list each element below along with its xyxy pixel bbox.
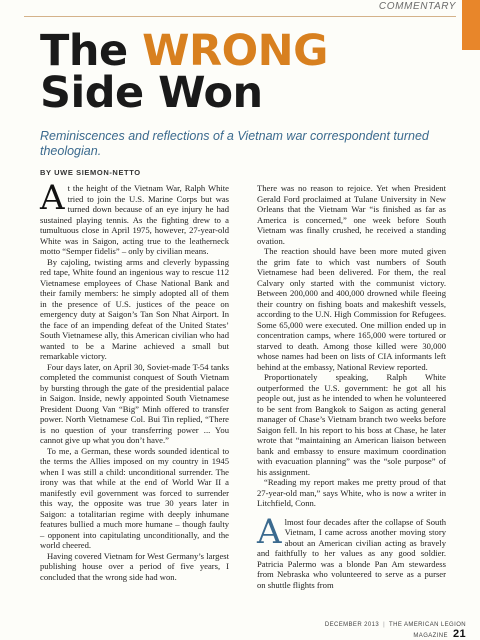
section-label: COMMENTARY: [378, 1, 456, 12]
page-footer: [300, 622, 466, 640]
paragraph-text: lmost four decades after the collapse of South Vietnam, I came across another moving story about an American civilian acting as bravely and faithfully to her values as any good soldier. Patricia Palermo was a blonde Pan Am stewardess from Nebraska who volunteered to serve as a purser on shuttle flights from: [257, 516, 446, 590]
column-left: [40, 178, 229, 582]
footer-separator: |: [383, 622, 386, 628]
paragraph: Four days later, on April 30, Soviet-made T-54 tanks completed the communist conquest of South Vietnam by bursting through the gate of the presidential palace in Saigon. Inside, newly appointed South Vietnamese President Duong Van “Big” Minh offered to transfer power. North Vietnamese Col. Bui Tin replied, “There is no question of your transferring power ... You cannot give up what you don’t have.”: [40, 361, 229, 445]
corner-color-block: [462, 0, 480, 50]
byline: BY UWE SIEMON-NETTO: [40, 168, 141, 177]
paragraph: The reaction should have been more muted given the grim fate to which vast numbers of South Vietnamese had been delivered. For them, the real Calvary only started with the communist victory. Between 200,000 and 400,000 drowned while fleeing their country on fishing boats and makeshift vessels, according to the U.N. High Commission for Refugees. Some 65,000 were executed. One million ended up in concentration camps, where 165,000 were tortured or starved to death. Among those killed were 30,000 whose names had been on lists of CIA informants left behind at the embassy, National Review reported.: [257, 246, 446, 372]
paragraph: Having covered Vietnam for West Germany’s largest publishing house over a period of five years, I concluded that the wrong side had won.: [40, 550, 229, 582]
section-rule: [24, 16, 456, 17]
article-title: [40, 26, 460, 118]
footer-date: DECEMBER 2013: [324, 622, 380, 628]
title-line2: Side Won: [40, 68, 263, 118]
drop-cap: A: [257, 511, 282, 552]
column-right: [257, 183, 446, 590]
paragraph: [40, 178, 229, 257]
footer-publication: THE AMERICAN LEGION MAGAZINE: [389, 622, 466, 639]
paragraph: Proportionately speaking, Ralph White outperformed the U.S. government: he got all his people out, just as he intended to when he volunteered to be sent from Bangkok to Saigon as acting general manager of Chase’s Vietnam branch two weeks before Saigon fell. In his report to his boss at Chase, he later wrote that “maintaining an American liaison between bank and embassy to ensure maximum coordination with evacuation planning” was the “sole purpose” of his assignment.: [257, 372, 446, 477]
article-deck: Reminiscences and reflections of a Vietnam war correspondent turned theologian.: [40, 129, 429, 158]
drop-cap: A: [40, 178, 65, 218]
page-number: 21: [452, 628, 466, 640]
paragraph-text: t the height of the Vietnam War, Ralph White tried to join the U.S. Marine Corps but was turned down because of an eye injury he had sustained playing tennis. As the fighting drew to a tumultuous close in April 1975, however, 27-year-old White was in Saigon, acting true to the leatherneck motto “Semper fidelis” – only by civilian means.: [40, 183, 229, 256]
title-part1: The: [40, 26, 143, 76]
paragraph: To me, a German, these words sounded identical to the terms the Allies imposed on my country in 1945 when I was still a child: unconditional surrender. The irony was that while at the end of World War II a manifestly evil government was forced to surrender this way, the opposite was true 30 years later in Saigon: a totalitarian regime with deeply inhumane features bullied a much more humane – though faulty – opponent into capitulating unconditionally, and the world cheered.: [40, 445, 229, 550]
paragraph: By cajoling, twisting arms and cleverly bypassing red tape, White found an ingenious way to rescue 112 Vietnamese employees of Chase National Bank and their family members: he simply adopted all of them in the presence of U.S. justices of the peace on emergency duty at Saigon’s Tan Son Nhat Airport. In the face of an impending defeat of the United States’ South Vietnamese ally, this American civilian who had wanted to be a Marine achieved a small but remarkable victory.: [40, 256, 229, 361]
paragraph: There was no reason to rejoice. Yet when President Gerald Ford proclaimed at Tulane University in New Orleans that the Vietnam War “is finished as far as America is concerned,” one week before South Vietnam was finally crushed, he received a standing ovation.: [257, 183, 446, 246]
paragraph: “Reading my report makes me pretty proud of that 27-year-old man,” says White, who is now a writer in Litchfield, Conn.: [257, 477, 446, 508]
title-accent-word: WRONG: [142, 26, 328, 76]
paragraph: [257, 511, 446, 591]
